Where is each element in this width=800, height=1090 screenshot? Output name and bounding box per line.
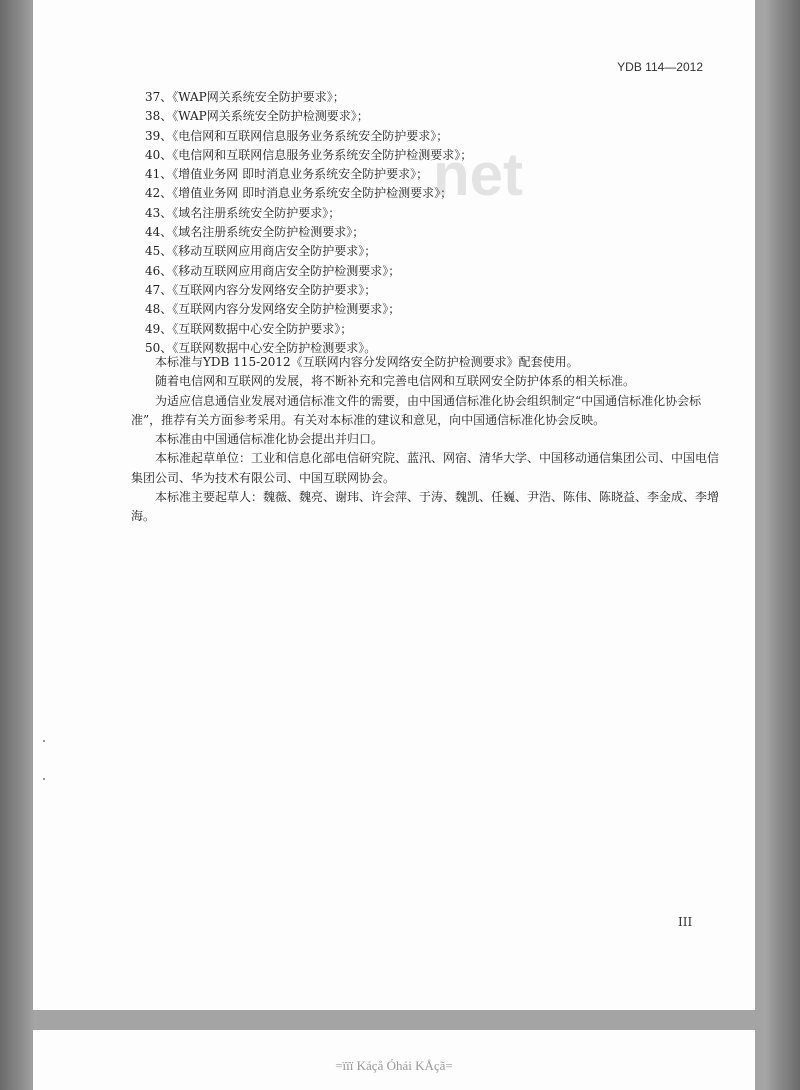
body-text xyxy=(131,353,723,527)
standard-code: YDB 114—2012 xyxy=(617,60,703,74)
paragraph: 本标准由中国通信标准化协会提出并归口。 xyxy=(155,432,384,447)
list-item: 40、《电信网和互联网信息服务业务系统安全防护检测要求》； xyxy=(145,147,473,162)
page-number: III xyxy=(678,915,693,929)
list-item: 39、《电信网和互联网信息服务业务系统安全防护要求》； xyxy=(145,128,449,143)
paragraph: 本标准与YDB 115-2012《互联网内容分发网络安全防护检测要求》配套使用。 xyxy=(155,355,579,369)
list-item: 44、《域名注册系统安全防护检测要求》； xyxy=(145,225,365,240)
list-item: 46、《移动互联网应用商店安全防护检测要求》； xyxy=(145,263,401,278)
watermark: net xyxy=(433,141,523,208)
next-page xyxy=(33,1030,755,1090)
footer-watermark: =ïïï Káçå Óhái KÅçã= xyxy=(335,1058,453,1073)
list-item: 37、《WAP网关系统安全防护要求》； xyxy=(145,90,345,104)
list-item: 42、《增值业务网 即时消息业务系统安全防护检测要求》； xyxy=(145,186,453,201)
list-item: 47、《互联网内容分发网络安全防护要求》； xyxy=(145,282,377,297)
scan-speck xyxy=(43,740,45,742)
list-item: 38、《WAP网关系统安全防护检测要求》； xyxy=(145,109,369,124)
list-item: 48、《互联网内容分发网络安全防护检测要求》； xyxy=(145,302,401,317)
list-item: 49、《互联网数据中心安全防护要求》； xyxy=(145,321,353,336)
reference-list xyxy=(145,88,472,358)
paragraph: 随着电信网和互联网的发展，将不断补充和完善电信网和互联网安全防护体系的相关标准。 xyxy=(155,374,636,389)
scan-speck xyxy=(43,778,45,780)
list-item: 50、《互联网数据中心安全防护检测要求》。 xyxy=(145,340,377,355)
document-page xyxy=(33,0,755,1010)
paragraph: 为适应信息通信业发展对通信标准文件的需要，由中国通信标准化协会组织制定“中国通信标准化协会标准”，推荐有关方面参考采用。有关对本标准的建议和意见，向中国通信标准化协会反映。 xyxy=(131,393,702,427)
list-item: 41、《增值业务网 即时消息业务系统安全防护要求》； xyxy=(145,167,429,182)
paragraph: 本标准主要起草人：魏薇、魏亮、谢玮、许会萍、于涛、魏凯、任巍、尹浩、陈伟、陈晓益、李金成、李增海。 xyxy=(131,490,720,524)
list-item: 45、《移动互联网应用商店安全防护要求》； xyxy=(145,244,377,259)
list-item: 43、《域名注册系统安全防护要求》； xyxy=(145,205,341,220)
paragraph: 本标准起草单位：工业和信息化部电信研究院、蓝汛、网宿、清华大学、中国移动通信集团公司、中国电信集团公司、华为技术有限公司、中国互联网协会。 xyxy=(131,451,720,485)
